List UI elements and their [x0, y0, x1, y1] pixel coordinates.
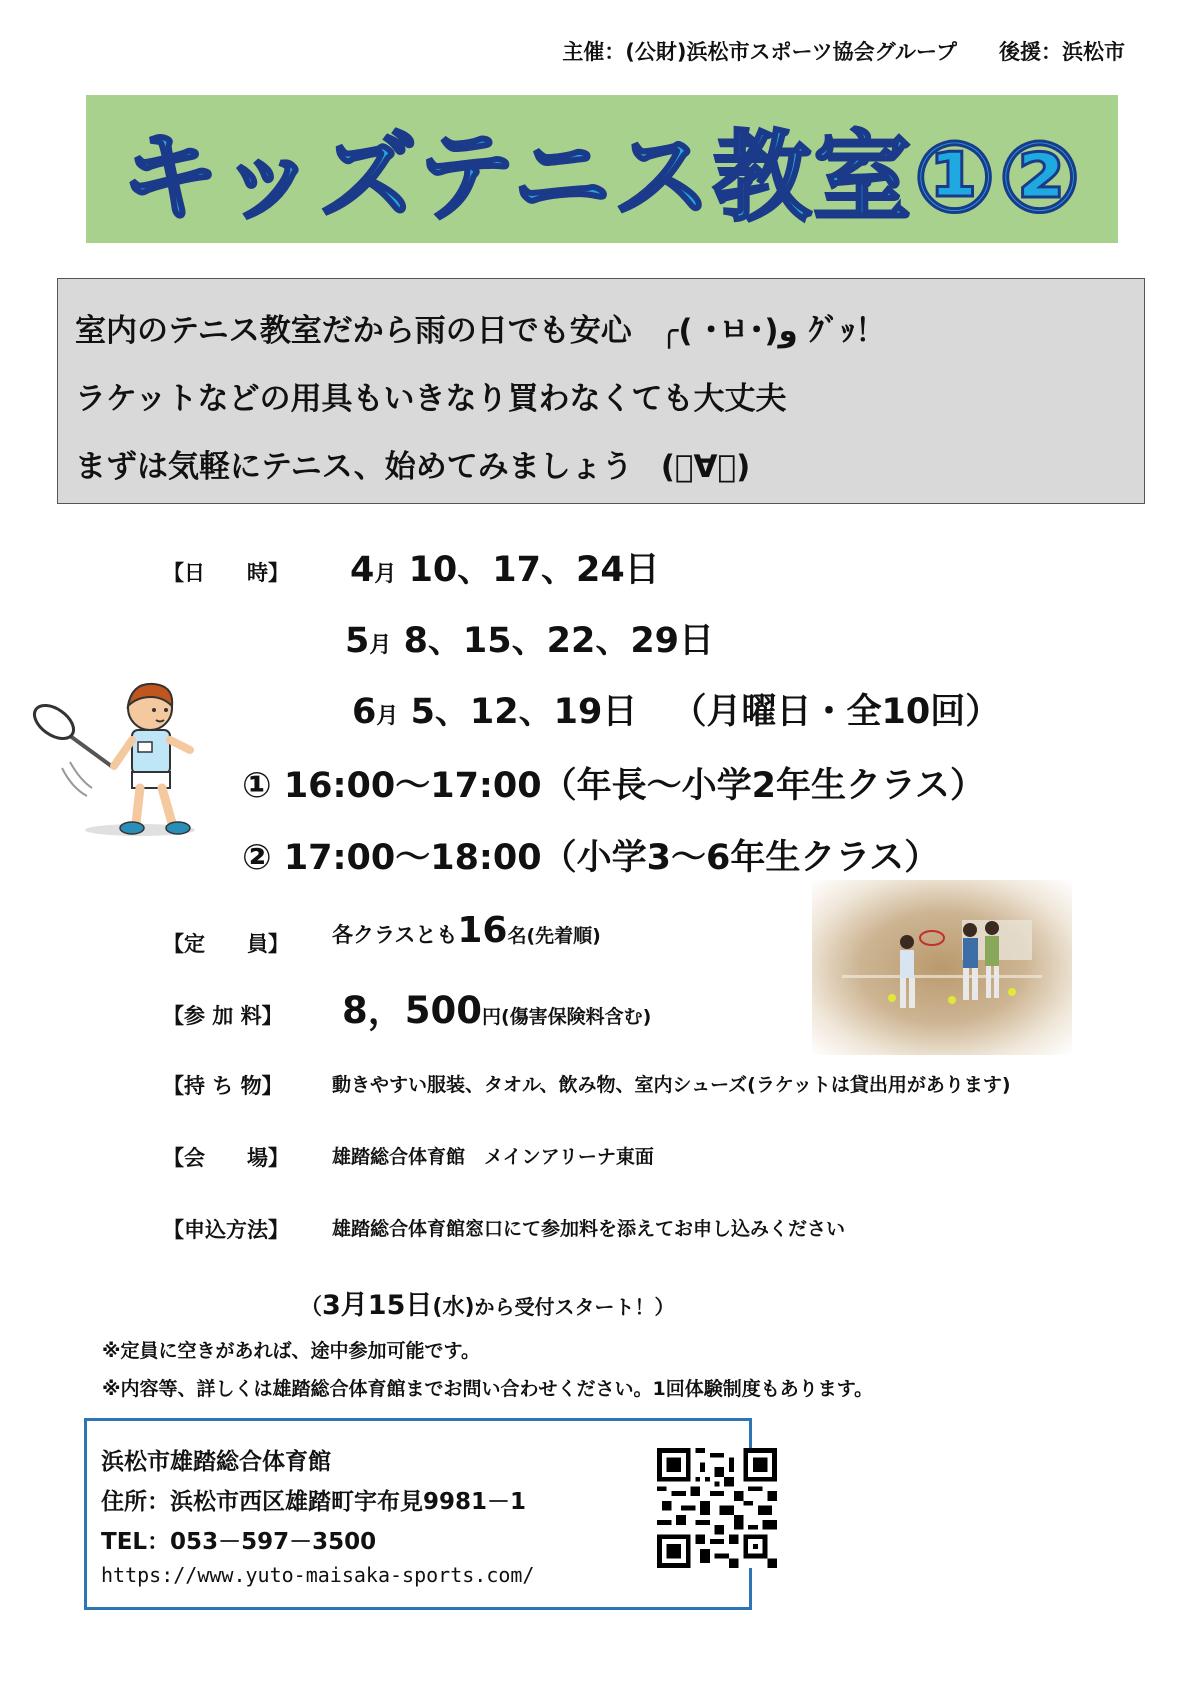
intro-line-3 — [75, 441, 750, 486]
qr-code-icon[interactable] — [657, 1448, 777, 1568]
schedule-april — [350, 542, 660, 592]
may-month: 5 — [345, 621, 370, 661]
intro-line-1 — [75, 305, 886, 350]
may-days: 8、15、22、29日 — [403, 621, 715, 661]
month-suffix: 月 — [376, 704, 399, 729]
apply-start-date: 3月15日 — [322, 1290, 433, 1321]
class-2-time: ② 17:00～18:00（小学3～6年生クラス） — [242, 838, 940, 878]
fee-label: 【参 加 料】 — [163, 1004, 283, 1028]
items-value: 動きやすい服装、タオル、飲み物、室内シューズ(ラケットは貸出用があります) — [332, 1074, 1011, 1096]
contact-address: 住所：浜松市西区雄踏町宇布見9981－1 — [101, 1489, 527, 1515]
capacity-number: 16 — [457, 910, 508, 951]
emoticon-cheer: (ﾟ∀ﾟ) — [660, 449, 751, 485]
schedule-june — [352, 684, 1000, 734]
schedule-label: 【日 時】 — [163, 561, 289, 585]
intro-text-3: まずは気軽にテニス、始めてみましょう — [75, 449, 633, 485]
june-days: 5、12、19日 — [410, 692, 638, 732]
contact-tel: TEL：053－597－3500 — [101, 1529, 377, 1555]
april-days: 10、17、24日 — [408, 550, 660, 590]
note-2: ※内容等、詳しくは雄踏総合体育館までお問い合わせください。1回体験制度もあります。 — [102, 1378, 874, 1400]
schedule-summary: （月曜日・全10回） — [671, 692, 1001, 732]
venue-label: 【会 場】 — [163, 1146, 289, 1170]
intro-text-1: 室内のテニス教室だから雨の日でも安心 — [75, 313, 632, 349]
capacity-label: 【定 員】 — [163, 932, 289, 956]
apply-start — [300, 1283, 675, 1322]
intro-line-2: ラケットなどの用具もいきなり買わなくても大丈夫 — [75, 381, 787, 417]
apply-value: 雄踏総合体育館窓口にて参加料を添えてお申し込みください — [332, 1218, 846, 1240]
contact-url[interactable]: https://www.yuto-maisaka-sports.com/ — [101, 1563, 535, 1587]
note-1: ※定員に空きがあれば、途中参加可能です。 — [102, 1340, 480, 1362]
apply-start-open: （ — [300, 1295, 323, 1320]
capacity-prefix: 各クラスとも — [332, 923, 458, 947]
april-month: 4 — [350, 550, 375, 590]
photo-scene — [812, 880, 1072, 1055]
apply-start-day: (水) — [432, 1295, 475, 1320]
apply-label: 【申込方法】 — [163, 1218, 289, 1242]
june-month: 6 — [352, 692, 377, 732]
kids-tennis-photo — [812, 880, 1072, 1055]
month-suffix: 月 — [369, 633, 392, 658]
apply-start-rest: から受付スタート！） — [474, 1295, 675, 1319]
fee-value — [342, 980, 651, 1034]
fee-suffix: 円(傷害保険料含む) — [481, 1006, 652, 1028]
intro-box — [57, 278, 1145, 504]
items-label: 【持 ち 物】 — [163, 1074, 283, 1098]
contact-box — [84, 1418, 752, 1610]
venue-value: 雄踏総合体育館 メインアリーナ東面 — [332, 1146, 654, 1168]
emoticon-thumbs-up: ╭( ･ㅂ･)و ｸﾞｯ！ — [659, 313, 887, 349]
month-suffix: 月 — [374, 562, 397, 587]
capacity-suffix: 名(先着順) — [507, 925, 601, 947]
class-1-time: ① 16:00～17:00（年長～小学2年生クラス） — [242, 766, 985, 806]
capacity-value — [332, 910, 601, 951]
fee-amount: 8，500 — [342, 989, 482, 1032]
contact-name: 浜松市雄踏総合体育館 — [101, 1449, 331, 1475]
organizer-line: 主催：(公財)浜松市スポーツ協会グループ 後援：浜松市 — [562, 40, 1125, 64]
schedule-may — [345, 613, 714, 663]
tennis-kid-illustration — [32, 678, 207, 843]
page-title: キッズテニス教室①② — [120, 120, 1084, 235]
title-banner — [86, 95, 1118, 243]
